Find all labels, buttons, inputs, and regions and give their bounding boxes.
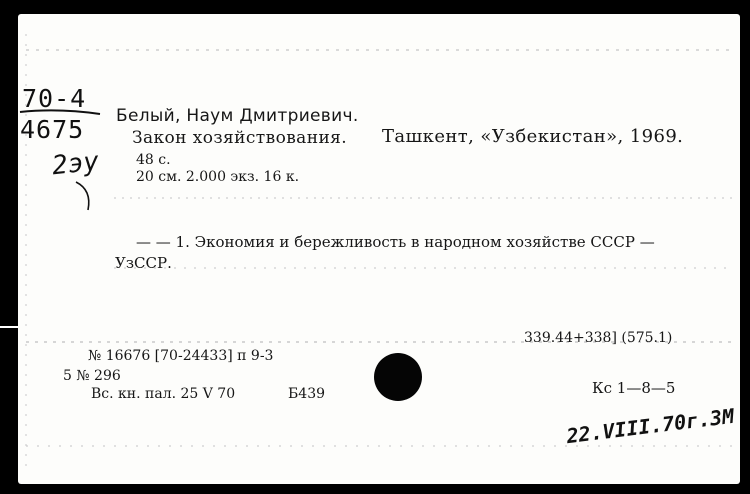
page-count: 48 с. <box>136 152 171 168</box>
card-id: Кс 1—8—5 <box>592 379 676 397</box>
book-chamber-stamp: Вс. кн. пал. 25 V 70 <box>91 386 236 402</box>
subject-heading-line1: — — 1. Экономия и бережливость в народном хозяйстве СССР — <box>136 233 655 251</box>
batch-number: 5 № 296 <box>63 368 121 384</box>
library-catalog-card <box>18 14 740 484</box>
handwritten-call-number-bottom: 4675 <box>20 115 85 144</box>
handwritten-date-initials: 22.VIII.70г.ЗМ <box>565 403 736 449</box>
card-punch-hole <box>374 353 422 401</box>
catalog-code: Б439 <box>288 386 326 402</box>
classification-index: 339.44+338] (575.1) <box>524 330 673 346</box>
record-number: № 16676 [70-24433] п 9-3 <box>88 348 274 364</box>
subject-heading-line2: УзССР. <box>115 254 172 272</box>
book-title: Закон хозяйствования. <box>132 128 348 148</box>
physical-description: 20 см. 2.000 экз. 16 к. <box>136 169 300 185</box>
imprint: Ташкент, «Узбекистан», 1969. <box>382 126 684 147</box>
handwritten-note-left: 2эу <box>50 146 101 182</box>
handwritten-call-number-top: 70-4 <box>22 84 87 113</box>
author-heading: Белый, Наум Дмитриевич. <box>116 106 359 126</box>
